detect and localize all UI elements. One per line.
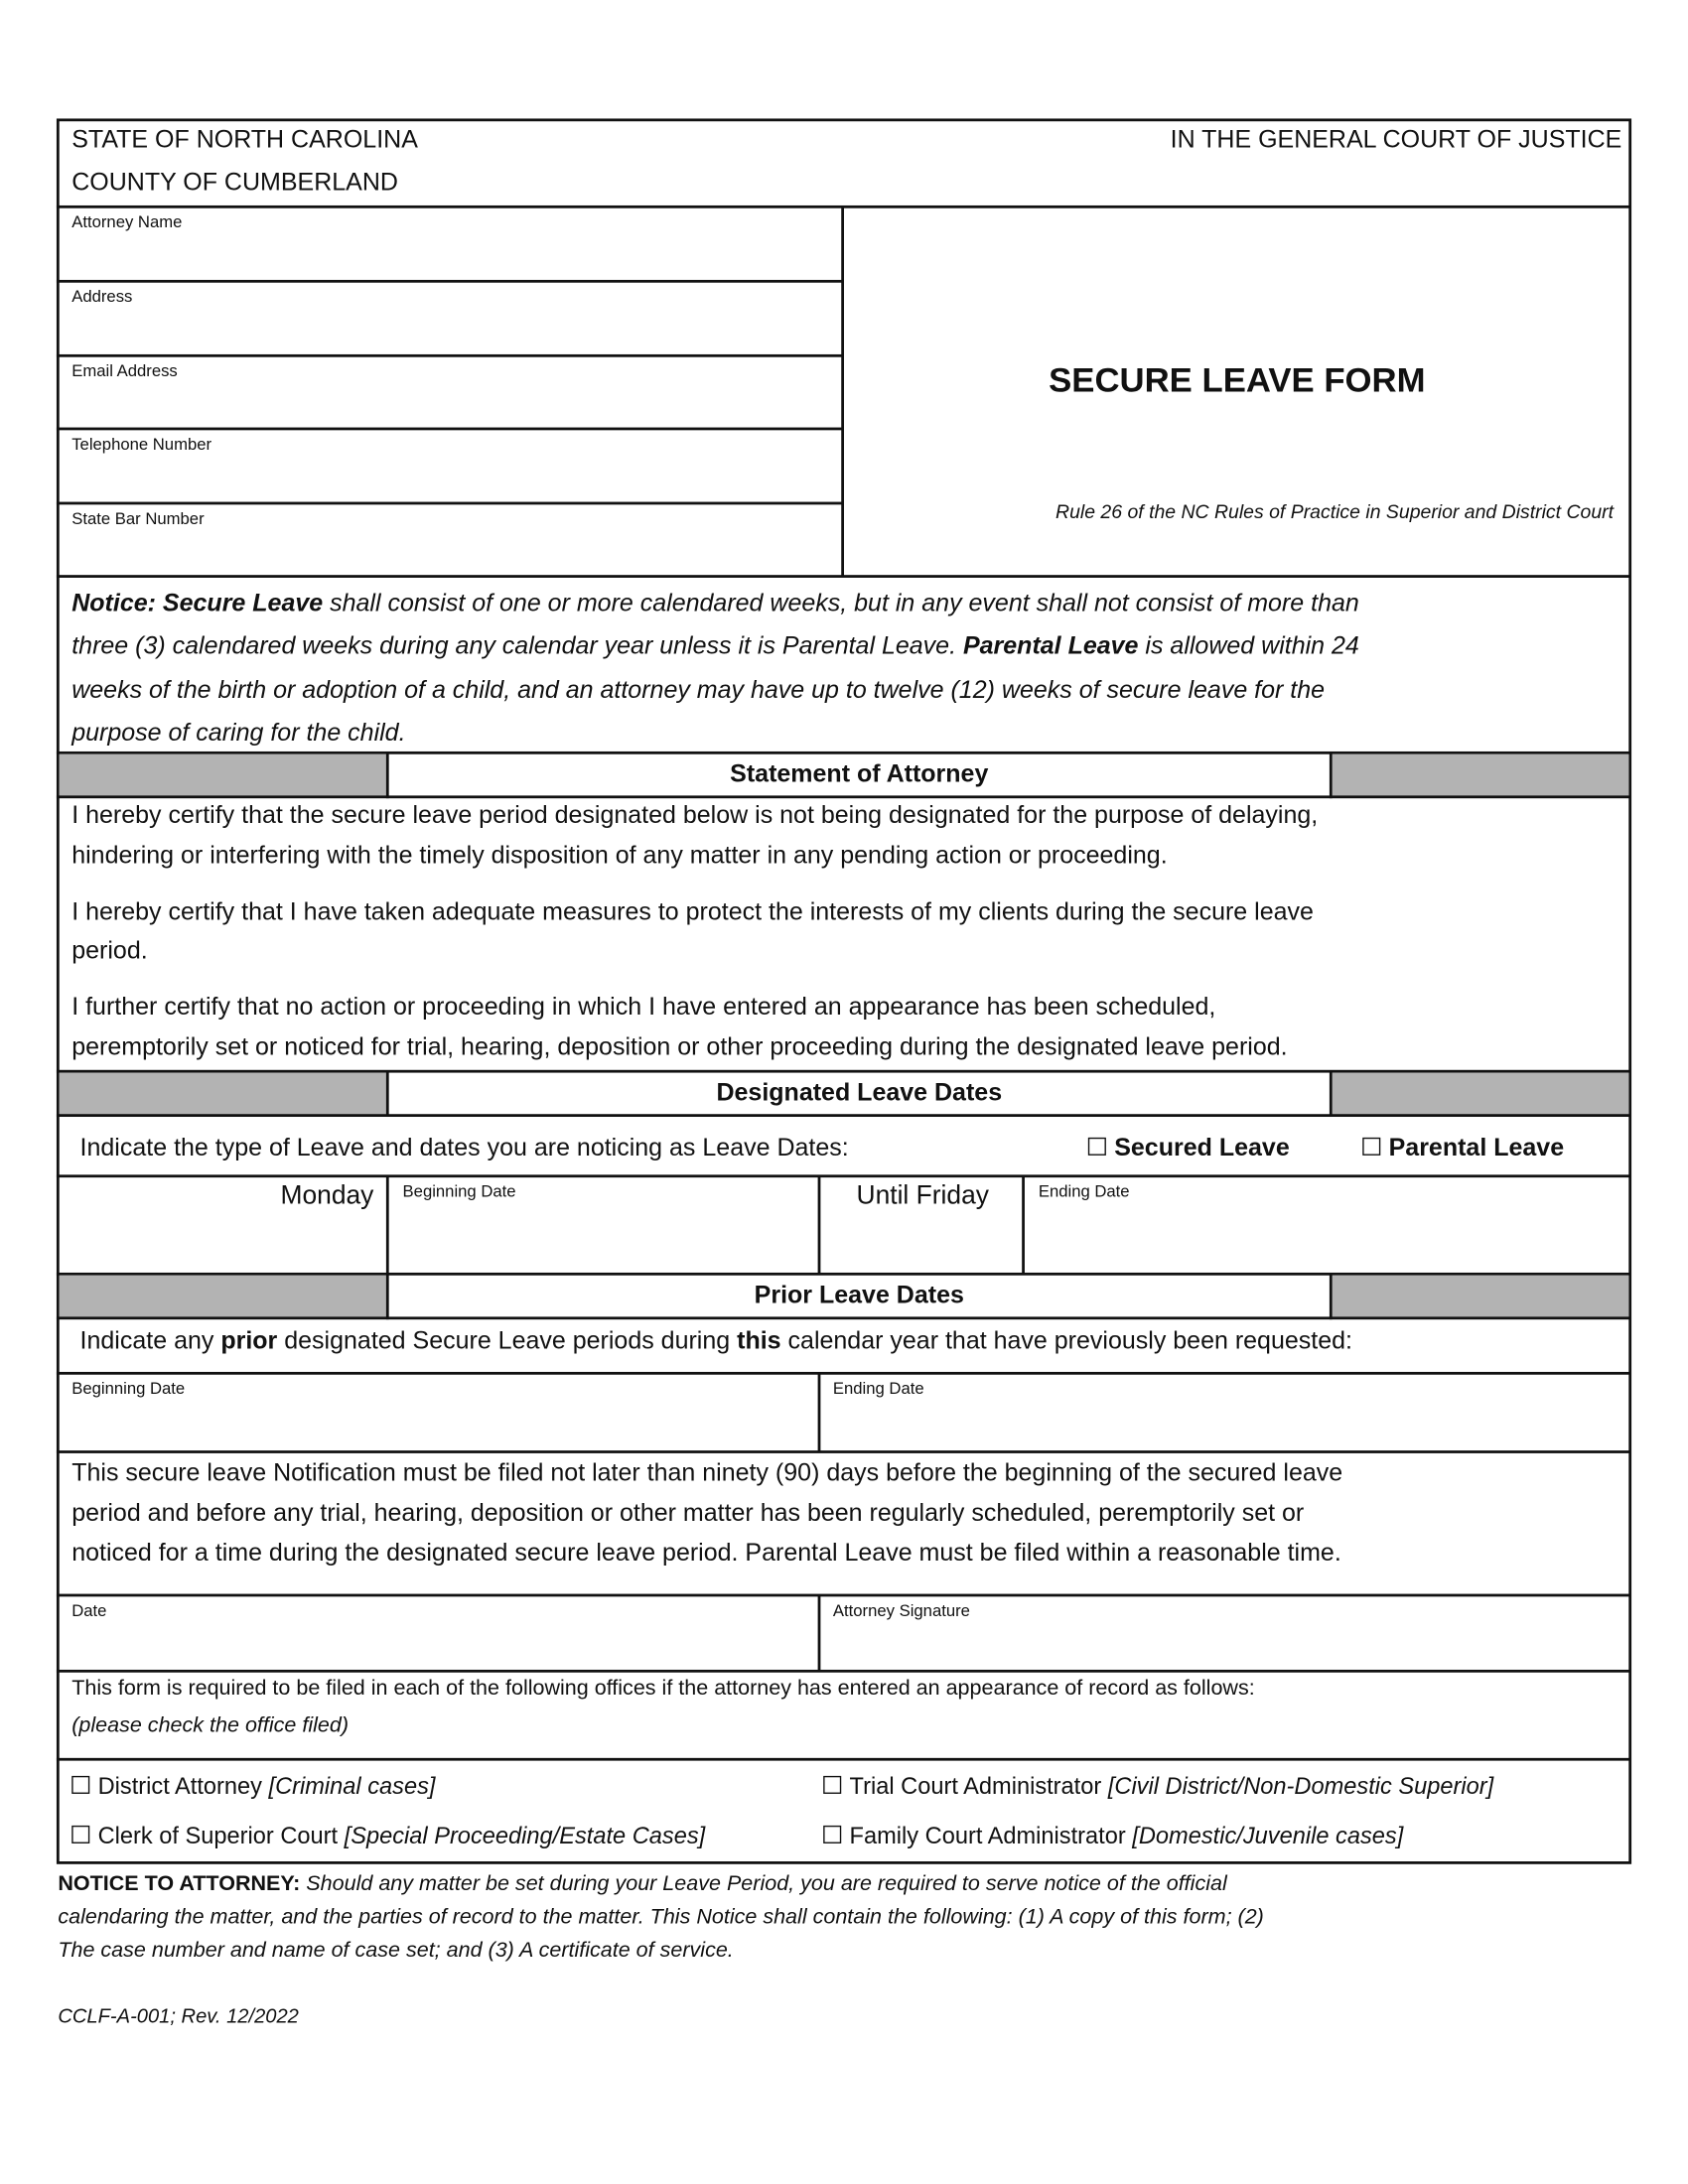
checkbox-icon xyxy=(823,1826,841,1843)
beginning-date-field[interactable] xyxy=(389,1177,818,1273)
offices-intro: This form is required to be filed in each of the following offices if the attorney has entered an appearance of record as follows: xyxy=(71,1676,1255,1701)
divider xyxy=(1330,752,1333,798)
filing-line: noticed for a time during the designated secure leave period. Parental Leave must be filed within a reasonable time. xyxy=(71,1539,1341,1567)
office-name: Trial Court Administrator xyxy=(849,1773,1102,1800)
ending-date-field[interactable] xyxy=(1025,1177,1627,1273)
field-label: Date xyxy=(71,1600,107,1620)
notice-line: calendaring the matter, and the parties of record to the matter. This Notice shall contain the following: (1) A copy of this form; (2) xyxy=(58,1905,1264,1930)
header-shade xyxy=(60,754,388,797)
checkbox-icon xyxy=(1088,1138,1106,1156)
filing-line: period and before any trial, hearing, deposition or other matter has been regularly scheduled, peremptorily set or xyxy=(71,1498,1305,1527)
field-label: Beginning Date xyxy=(71,1378,186,1399)
statement-line: I hereby certify that the secure leave period designated below is not being designated for the purpose of delaying, xyxy=(71,800,1319,829)
prior-heading: Prior Leave Dates xyxy=(754,1281,964,1309)
form-revision: CCLF-A-001; Rev. 12/2022 xyxy=(58,2005,299,2029)
attorney-signature-field[interactable] xyxy=(820,1596,1627,1670)
designated-instruction: Indicate the type of Leave and dates you are noticing as Leave Dates: xyxy=(79,1133,849,1161)
date-field[interactable] xyxy=(60,1596,817,1670)
checkbox-icon xyxy=(823,1776,841,1794)
state-bar-number-field[interactable] xyxy=(60,504,840,575)
family-court-administrator-checkbox[interactable] xyxy=(823,1823,1403,1850)
trial-court-administrator-checkbox[interactable] xyxy=(823,1773,1493,1801)
office-name: District Attorney xyxy=(97,1773,262,1800)
office-name: Family Court Administrator xyxy=(849,1823,1126,1849)
offices-check-note: (please check the office filed) xyxy=(71,1713,350,1738)
header-shade xyxy=(1333,1276,1629,1318)
checkbox-icon xyxy=(1362,1138,1380,1156)
divider xyxy=(818,1176,821,1275)
rule-reference: Rule 26 of the NC Rules of Practice in Superior and District Court xyxy=(1055,500,1615,523)
text: Indicate any xyxy=(79,1326,221,1354)
designated-heading: Designated Leave Dates xyxy=(716,1078,1003,1106)
office-note: [Domestic/Juvenile cases] xyxy=(1132,1823,1404,1849)
text: designated Secure Leave periods during xyxy=(277,1326,738,1354)
office-note: [Civil District/Non-Domestic Superior] xyxy=(1107,1773,1494,1800)
field-label: Attorney Name xyxy=(71,211,183,232)
monday-label: Monday xyxy=(280,1181,374,1211)
statement-heading: Statement of Attorney xyxy=(730,759,989,788)
divider xyxy=(57,1450,1630,1453)
header-shade xyxy=(60,1073,388,1116)
checkbox-icon xyxy=(71,1826,89,1843)
notice-label: NOTICE TO ATTORNEY: xyxy=(58,1872,301,1896)
field-label: State Bar Number xyxy=(71,508,205,528)
divider xyxy=(57,575,1630,578)
field-label: Ending Date xyxy=(832,1378,924,1399)
attorney-name-field[interactable] xyxy=(60,208,840,280)
filing-line: This secure leave Notification must be filed not later than ninety (90) days before the beginning of the secured leave xyxy=(71,1458,1343,1487)
statement-line: I further certify that no action or proceeding in which I have entered an appearance has been scheduled, xyxy=(71,993,1216,1021)
notice-line: Should any matter be set during your Leave Period, you are required to serve notice of the official xyxy=(300,1872,1227,1896)
email-address-field[interactable] xyxy=(60,357,840,429)
field-label: Attorney Signature xyxy=(832,1600,970,1620)
field-label: Beginning Date xyxy=(402,1181,516,1201)
court-label: IN THE GENERAL COURT OF JUSTICE xyxy=(1170,125,1622,154)
statement-line: peremptorily set or noticed for trial, hearing, deposition or other proceeding during the designated leave period. xyxy=(71,1032,1288,1061)
telephone-number-field[interactable] xyxy=(60,430,840,501)
notice-text: shall consist of one or more calendared weeks, but in any event shall not consist of more than xyxy=(323,589,1359,616)
divider xyxy=(1330,1274,1333,1319)
checkbox-label: Parental Leave xyxy=(1388,1133,1565,1161)
parental-leave-checkbox[interactable] xyxy=(1362,1134,1564,1162)
office-note: [Criminal cases] xyxy=(268,1773,436,1800)
notice-label: Notice: xyxy=(71,589,156,616)
divider xyxy=(57,1758,1630,1761)
divider xyxy=(57,1670,1630,1673)
header-shade xyxy=(1333,1073,1629,1116)
text: calendar year that have previously been requested: xyxy=(780,1326,1352,1354)
notice-to-attorney xyxy=(58,1868,1264,1968)
field-label: Ending Date xyxy=(1038,1181,1130,1201)
field-label: Telephone Number xyxy=(71,434,212,454)
notice-text: three (3) calendared weeks during any calendar year unless it is Parental Leave. xyxy=(71,631,963,660)
notice-text: is allowed within 24 xyxy=(1138,631,1359,660)
field-label: Address xyxy=(71,286,133,307)
header-shade xyxy=(60,1276,388,1318)
divider xyxy=(57,795,1630,798)
county-label: COUNTY OF CUMBERLAND xyxy=(71,168,398,197)
secured-leave-checkbox[interactable] xyxy=(1088,1134,1290,1162)
divider xyxy=(1330,1071,1333,1117)
header-shade xyxy=(1333,754,1629,797)
parental-leave-term: Parental Leave xyxy=(962,631,1139,660)
clerk-of-superior-court-checkbox[interactable] xyxy=(71,1823,705,1850)
notice-text: purpose of caring for the child. xyxy=(71,718,406,747)
divider xyxy=(57,1114,1630,1117)
prior-instruction xyxy=(80,1326,1352,1355)
secure-leave-term: Secure Leave xyxy=(162,589,324,616)
notice-text: weeks of the birth or adoption of a child, and an attorney may have up to twelve (12) weeks of secure leave for the xyxy=(71,674,1326,703)
statement-line: hindering or interfering with the timely disposition of any matter in any pending action or proceeding. xyxy=(71,841,1168,870)
address-field[interactable] xyxy=(60,283,840,354)
office-note: [Special Proceeding/Estate Cases] xyxy=(344,1823,706,1849)
field-label: Email Address xyxy=(71,360,178,381)
text: this xyxy=(737,1326,781,1354)
divider xyxy=(57,1316,1630,1319)
state-label: STATE OF NORTH CAROLINA xyxy=(71,125,418,154)
text: prior xyxy=(220,1326,278,1354)
form-title: SECURE LEAVE FORM xyxy=(1049,360,1426,400)
prior-ending-date-field[interactable] xyxy=(820,1375,1627,1450)
until-friday-label: Until Friday xyxy=(856,1181,989,1211)
statement-line: period. xyxy=(71,936,148,964)
statement-line: I hereby certify that I have taken adequate measures to protect the interests of my clients during the secure leave xyxy=(71,897,1314,925)
checkbox-label: Secured Leave xyxy=(1114,1133,1290,1161)
checkbox-icon xyxy=(71,1776,89,1794)
prior-beginning-date-field[interactable] xyxy=(60,1375,817,1450)
district-attorney-checkbox[interactable] xyxy=(71,1773,435,1801)
office-name: Clerk of Superior Court xyxy=(97,1823,339,1849)
notice-paragraph xyxy=(71,582,1359,754)
notice-line: The case number and name of case set; and (3) A certificate of service. xyxy=(58,1938,734,1963)
